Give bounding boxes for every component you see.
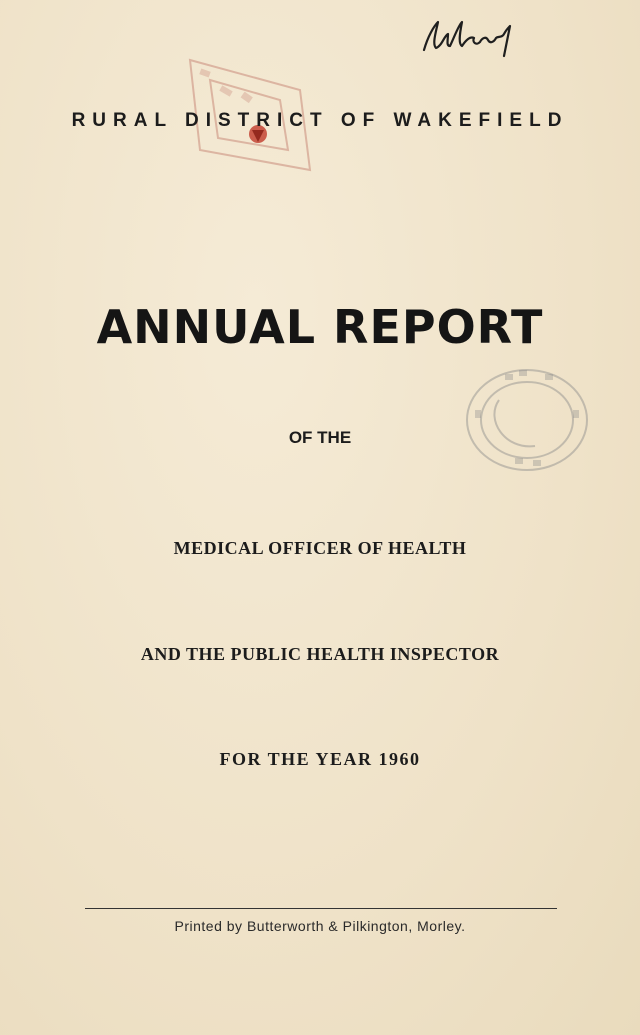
report-year-line: FOR THE YEAR 1960 [219, 749, 421, 769]
printer-credit: Printed by Butterworth & Pilkington, Morley. [174, 918, 466, 934]
public-health-inspector-line: AND THE PUBLIC HEALTH INSPECTOR [140, 644, 500, 664]
footer-rule [85, 908, 557, 909]
medical-officer-line: MEDICAL OFFICER OF HEALTH [173, 538, 467, 558]
handwritten-library-annotation [418, 12, 518, 62]
round-library-stamp-icon [455, 360, 605, 480]
of-the-text: OF THE [288, 428, 352, 447]
district-heading: RURAL DISTRICT OF WAKEFIELD [71, 110, 569, 131]
report-title: ANNUAL REPORT [96, 300, 544, 354]
